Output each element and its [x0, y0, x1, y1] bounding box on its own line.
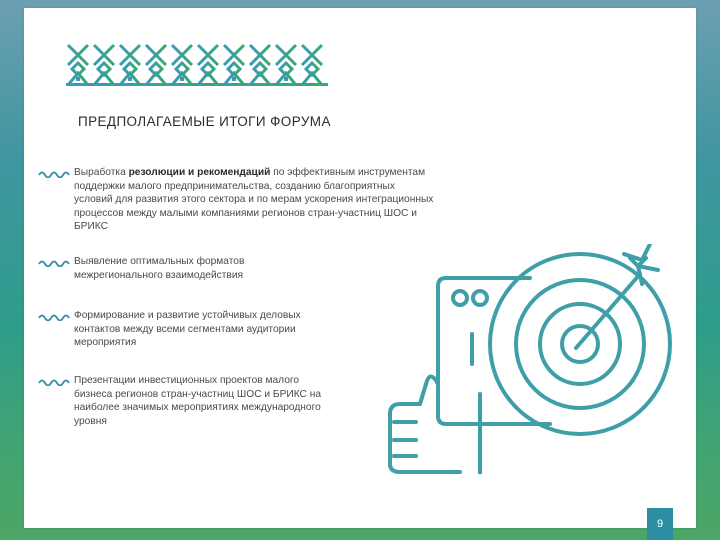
- list-item-text: Презентации инвестиционных проектов малого бизнеса регионов стран-участниц ШОС и БРИКС на наиболее значимых мероприятиях международного уровня: [74, 375, 322, 427]
- list-item-text: Формирование и развитие устойчивых деловых контактов между всеми сегментами аудитории мероприятия: [74, 310, 301, 348]
- page-number-badge: 9: [647, 508, 673, 540]
- list-item-bold: резолюции и рекомендаций: [128, 167, 271, 178]
- list-item-text: Выявление оптимальных форматов межрегионального взаимодействия: [74, 256, 245, 281]
- wave-bullet-icon: [38, 259, 72, 267]
- target-thumbs-up-illustration-icon: [380, 244, 680, 474]
- wave-bullet-icon: [38, 313, 72, 321]
- list-item-text: Выработка резолюции и рекомендаций по эффективным инструментам поддержки малого предпринимательства, созданию благоприятных условий для развития этого сектора и по мерам ускорения интеграционных процессов между малыми компаниями регионов стран-участниц ШОС и БРИКС: [74, 167, 434, 232]
- slide-title: ПРЕДПОЛАГАЕМЫЕ ИТОГИ ФОРУМА: [78, 114, 331, 129]
- ornament-border-icon: [66, 43, 328, 87]
- wave-bullet-icon: [38, 170, 72, 178]
- wave-bullet-icon: [38, 378, 72, 386]
